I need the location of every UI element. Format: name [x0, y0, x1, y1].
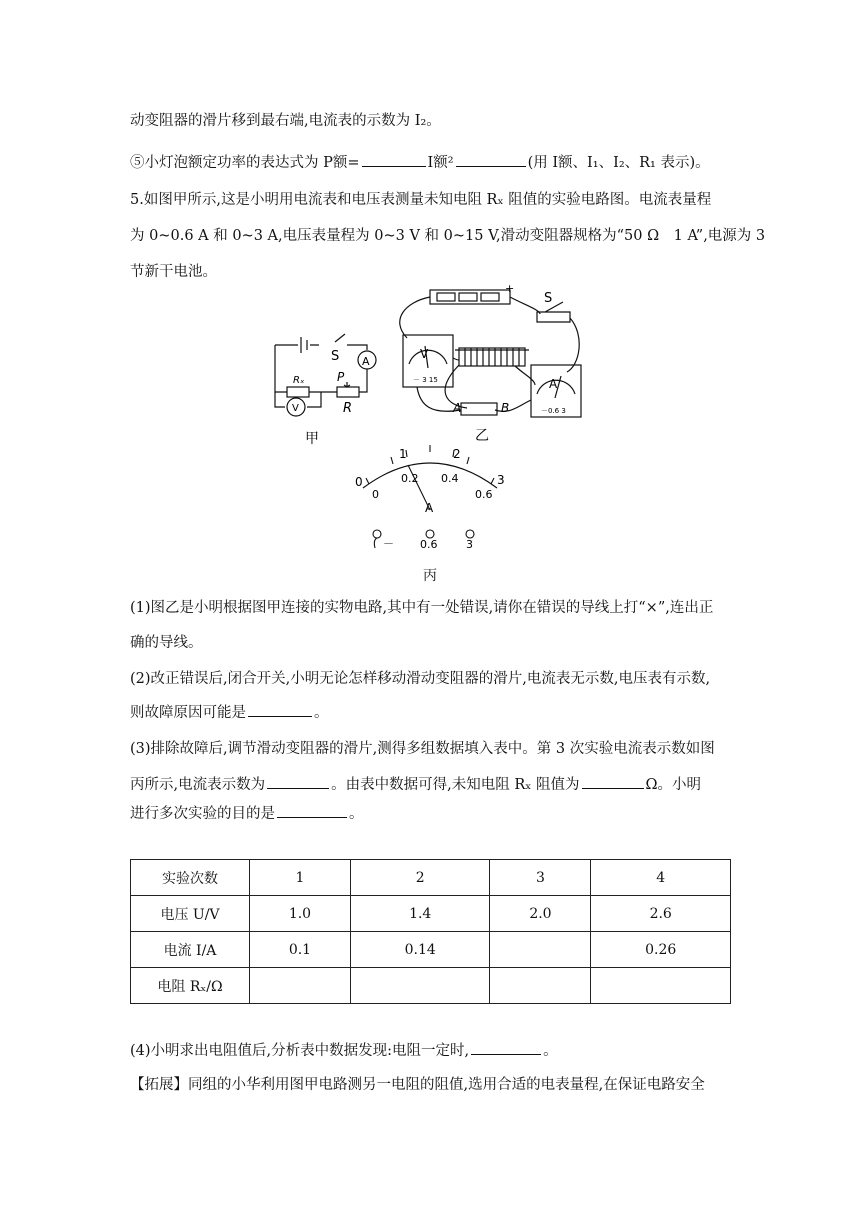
- table-cell: 2.6: [591, 896, 731, 932]
- scale-top-1: 1: [399, 447, 407, 461]
- table-header: 4: [591, 860, 731, 896]
- text: (用 I额、I₁、I₂、R₁ 表示)。: [527, 155, 710, 171]
- blank: [267, 774, 329, 789]
- p-label: P: [337, 370, 345, 384]
- data-table: [130, 859, 731, 1004]
- scale-top-3: 3: [497, 473, 505, 487]
- table-cell: 电压 U/V: [131, 896, 250, 932]
- line-2: [130, 152, 710, 173]
- ammeter-dial-bing: [345, 440, 515, 555]
- blank: [248, 702, 312, 717]
- table-cell: [250, 968, 351, 1004]
- part-1-line-2: 确的导线。: [130, 635, 203, 651]
- scale-bottom-0: 0: [372, 488, 379, 501]
- r-label: R: [343, 401, 353, 416]
- table-header-row: [131, 860, 731, 896]
- part-2-line-2: [130, 702, 329, 723]
- blank: [582, 774, 644, 789]
- voltmeter-label: V: [420, 347, 429, 361]
- table-cell: 电流 I/A: [131, 932, 250, 968]
- table-row: [131, 932, 731, 968]
- extension-line: 【拓展】同组的小华利用图甲电路测另一电阻的阻值,选用合适的电表量程,在保证电路安全: [130, 1077, 705, 1093]
- terminal-0.6: 0.6: [420, 538, 438, 551]
- table-cell: [591, 968, 731, 1004]
- table-cell: 0.1: [250, 932, 351, 968]
- ammeter-label: A: [362, 355, 370, 368]
- table-row: [131, 896, 731, 932]
- part-3-line-1: (3)排除故障后,调节滑动变阻器的滑片,测得多组数据填入表中。第 3 次实验电流表示数如图: [130, 741, 715, 757]
- unit-label: A: [425, 501, 434, 515]
- question-5-line-2: 为 0~0.6 A 和 0~3 A,电压表量程为 0~3 V 和 0~15 V,滑动变阻器规格为“50 Ω 1 A”,电源为 3: [130, 228, 766, 244]
- text: ⑤小灯泡额定功率的表达式为 P额=: [130, 155, 360, 171]
- part-3-line-3: [130, 803, 364, 824]
- voltmeter-label: V: [292, 403, 299, 414]
- table-cell: [350, 968, 490, 1004]
- switch-label: S: [331, 349, 340, 364]
- text: 则故障原因可能是: [130, 705, 246, 721]
- switch-label: S: [544, 291, 553, 306]
- scale-top-2: 2: [453, 447, 461, 461]
- terminal-b-label: B: [501, 401, 510, 415]
- table-header: 1: [250, 860, 351, 896]
- text: 丙所示,电流表示数为: [130, 777, 266, 793]
- blank: [277, 803, 347, 818]
- table-cell: 0.26: [591, 932, 731, 968]
- text: (4)小明求出电阻值后,分析表中数据发现:电阻一定时,: [130, 1043, 470, 1059]
- table-header: 3: [490, 860, 591, 896]
- caption-bing: 丙: [423, 568, 437, 584]
- circuit-diagram-jia: [265, 330, 395, 455]
- text: 进行多次实验的目的是: [130, 806, 275, 822]
- rx-label: Rₓ: [293, 375, 305, 386]
- voltmeter-terminals: － 3 15: [413, 376, 438, 384]
- question-5-line-1: 5.如图甲所示,这是小明用电流表和电压表测量未知电阻 Rₓ 阻值的实验电路图。电流表量程: [130, 192, 712, 208]
- scale-top-0: 0: [355, 475, 363, 489]
- text: I额²: [427, 155, 454, 171]
- table-cell: [490, 932, 591, 968]
- text: 。: [314, 705, 329, 721]
- scale-bottom-3: 0.6: [475, 488, 493, 501]
- table-cell: 1.4: [350, 896, 490, 932]
- terminal-3: 3: [466, 538, 473, 551]
- table-cell: 0.14: [350, 932, 490, 968]
- text: 。由表中数据可得,未知电阻 Rₓ 阻值为: [331, 777, 580, 793]
- terminal-minus: －: [383, 537, 394, 550]
- plus-label: +: [505, 282, 515, 295]
- blank: [471, 1040, 541, 1055]
- table-cell: 1.0: [250, 896, 351, 932]
- blank: [456, 152, 526, 167]
- terminal-a-label: A: [453, 401, 462, 415]
- line-1: 动变阻器的滑片移到最右端,电流表的示数为 I₂。: [130, 113, 441, 129]
- table-header: 实验次数: [131, 860, 250, 896]
- scale-bottom-1: 0.2: [401, 472, 419, 485]
- text: Ω。小明: [645, 777, 702, 793]
- scale-bottom-2: 0.4: [441, 472, 459, 485]
- part-3-line-2: [130, 774, 701, 795]
- caption-yi: 乙: [475, 428, 489, 444]
- caption-jia: 甲: [305, 431, 319, 447]
- ammeter-label: A: [549, 377, 558, 391]
- part-4-line: [130, 1040, 558, 1061]
- question-5-line-3: 节新干电池。: [130, 264, 217, 280]
- table-header: 2: [350, 860, 490, 896]
- physical-circuit-yi: [395, 280, 595, 445]
- text: 。: [349, 806, 364, 822]
- table-row: [131, 968, 731, 1004]
- blank: [362, 152, 426, 167]
- table-cell: 电阻 Rₓ/Ω: [131, 968, 250, 1004]
- table-cell: 2.0: [490, 896, 591, 932]
- ammeter-terminals: －0.6 3: [541, 407, 566, 415]
- part-1-line-1: (1)图乙是小明根据图甲连接的实物电路,其中有一处错误,请你在错误的导线上打“×”,连出正: [130, 600, 714, 616]
- table-cell: [490, 968, 591, 1004]
- text: 。: [543, 1043, 558, 1059]
- part-2-line-1: (2)改正错误后,闭合开关,小明无论怎样移动滑动变阻器的滑片,电流表无示数,电压表有示数,: [130, 671, 711, 687]
